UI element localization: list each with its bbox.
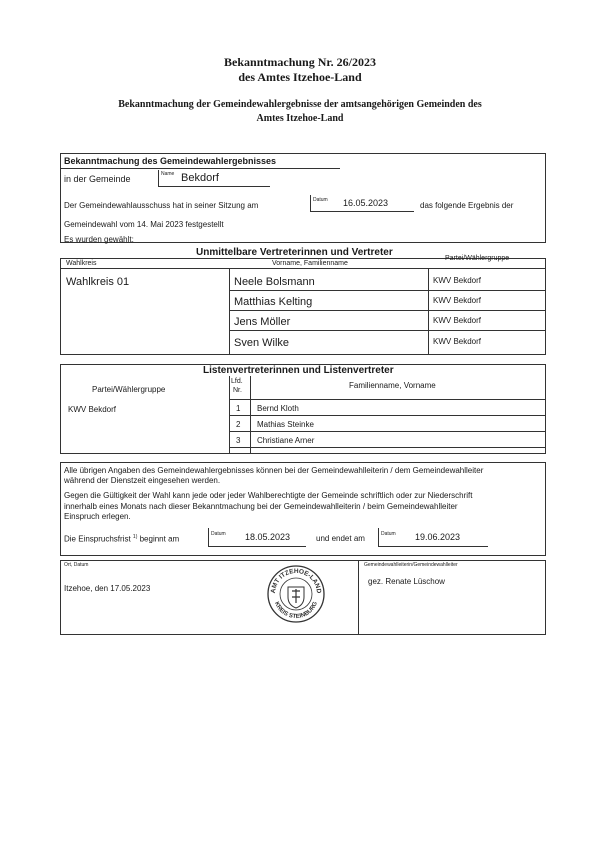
objection-text-2: beginnt am (139, 534, 180, 544)
objection-end-field (378, 528, 488, 547)
direct-party-1: KWV Bekdorf (433, 276, 482, 285)
district-value: Wahlkreis 01 (66, 276, 130, 288)
list-no-3: 3 (236, 436, 241, 445)
meeting-date-value: 16.05.2023 (343, 198, 389, 208)
date-label: Datum (313, 197, 328, 203)
direct-section-title: Unmittelbare Vertreterinnen und Vertreter (196, 247, 393, 258)
direct-party-2: KWV Bekdorf (433, 296, 482, 305)
direct-name-4: Sven Wilke (234, 337, 290, 349)
objection-text-1: Die Einspruchsfrist (64, 534, 131, 544)
announcement-subtitle-line2: Amtes Itzehoe-Land (256, 113, 344, 124)
col-name-header: Vorname, Familienname (272, 260, 348, 267)
col-district-header: Wahlkreis (66, 260, 97, 267)
direct-name-1: Neele Bolsmann (234, 276, 315, 288)
seal-bottom-text: KREIS STEINBURG (273, 600, 319, 621)
announcement-number: Bekanntmachung Nr. 26/2023 (224, 55, 376, 69)
signer-label: Gemeindewahlleiterin/Gemeindewahlleiter (364, 562, 458, 568)
list-no-1: 1 (236, 404, 241, 413)
official-seal-icon (266, 563, 326, 625)
list-section-title: Listenvertreterinnen und Listenvertreter (203, 365, 394, 376)
committee-text-2: das folgende Ergebnis der (420, 201, 514, 210)
direct-name-3: Jens Möller (234, 316, 291, 328)
col-party-header: Partei/Wählergruppe (445, 255, 510, 262)
list-col-no-header-2: Nr. (233, 387, 242, 394)
place-date-value: Itzehoe, den 17.05.2023 (64, 584, 151, 593)
name-label: Name (161, 171, 175, 177)
list-col-no-header-1: Lfd. (231, 378, 243, 385)
place-label: Ort, Datum (64, 562, 89, 568)
municipality-value: Bekdorf (181, 172, 219, 184)
list-name-1: Bernd Kloth (257, 404, 299, 413)
notice-2-line1: Gegen die Gültigkeit der Wahl kann jede oder jeder Wahlberechtigte der Gemeinde schriftlich oder zur Niederschrift (64, 491, 473, 500)
list-no-2: 2 (236, 420, 241, 429)
list-col-name-header: Familienname, Vorname (349, 381, 436, 390)
list-name-3: Christiane Arner (257, 436, 315, 445)
notice-2-line3: Einspruch erlegen. (64, 512, 131, 521)
office-name: des Amtes Itzehoe-Land (238, 70, 362, 84)
form-frame-top (60, 153, 546, 243)
objection-text-3: und endet am (316, 534, 365, 543)
announcement-subtitle-line1: Bekanntmachung der Gemeindewahlergebnisse der amtsangehörigen Gemeinden des (118, 99, 482, 110)
objection-footnote: 1) (132, 534, 138, 540)
elected-intro: Es wurden gewählt: (64, 235, 134, 244)
municipality-prefix: in der Gemeinde (64, 174, 131, 184)
meeting-date-field (310, 195, 414, 212)
objection-end-value: 19.06.2023 (415, 532, 461, 542)
committee-text-3: Gemeindewahl vom 14. Mai 2023 festgestellt (64, 220, 224, 229)
notice-1-line2: während der Dienstzeit eingesehen werden. (64, 476, 221, 485)
seal-top-text: AMT ITZEHOE-LAND (269, 567, 323, 594)
list-party-value: KWV Bekdorf (68, 405, 117, 414)
objection-start-value: 18.05.2023 (245, 532, 291, 542)
notice-2-line2: innerhalb eines Monats nach dieser Bekanntmachung bei der Gemeindewahlleiterin / beim Gemeindewahlleiter (64, 502, 458, 511)
objection-text (64, 534, 179, 544)
objection-end-label: Datum (381, 531, 396, 537)
municipality-field (158, 170, 270, 187)
notice-1-line1: Alle übrigen Angaben des Gemeindewahlergebnisses können bei der Gemeindewahlleiterin / dem Gemeindewahlleiter (64, 466, 484, 475)
objection-start-field (208, 528, 306, 547)
list-name-2: Mathias Steinke (257, 420, 314, 429)
signer-value: gez. Renate Lüschow (368, 577, 445, 586)
objection-start-label: Datum (211, 531, 226, 537)
form-title: Bekanntmachung des Gemeindewahlergebnisses (64, 156, 277, 166)
direct-name-2: Matthias Kelting (234, 296, 313, 308)
direct-party-4: KWV Bekdorf (433, 337, 482, 346)
list-col-party-header: Partei/Wählergruppe (92, 385, 166, 394)
direct-party-3: KWV Bekdorf (433, 316, 482, 325)
committee-text-1: Der Gemeindewahlausschuss hat in seiner Sitzung am (64, 201, 259, 210)
